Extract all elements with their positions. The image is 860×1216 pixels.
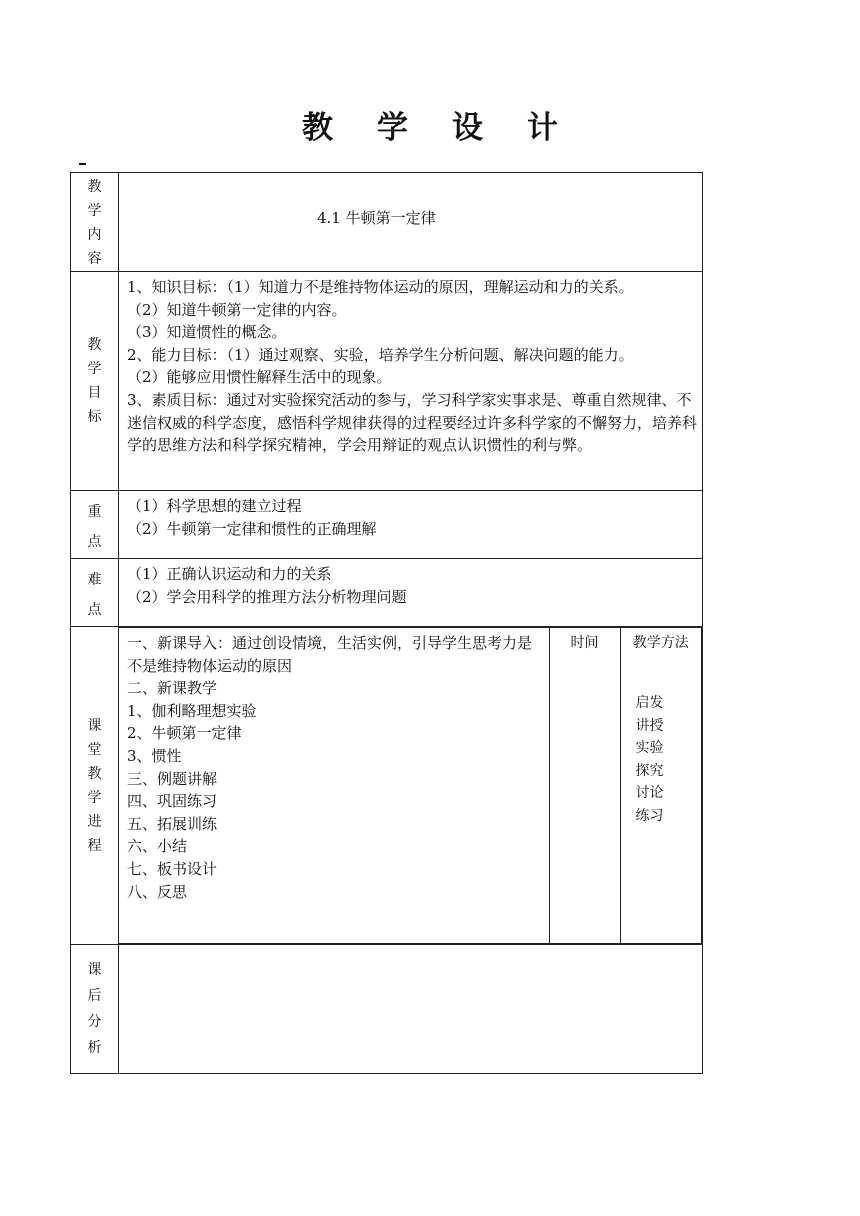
label-char: 学 <box>87 789 102 806</box>
method-item: 练习 <box>635 807 664 824</box>
objective-line: （2）知道牛顿第一定律的内容。 <box>127 300 347 319</box>
row-teaching-content <box>71 173 703 272</box>
difficulties-content <box>119 559 703 627</box>
process-line: 二、新课教学 <box>127 679 218 698</box>
difficulty-line: （1）正确认识运动和力的关系 <box>127 565 332 583</box>
process-line: 七、板书设计 <box>127 859 218 878</box>
label-char: 教 <box>87 765 102 782</box>
label-char: 析 <box>87 1040 102 1056</box>
method-item: 实验 <box>635 740 664 757</box>
row-key-points <box>71 491 703 559</box>
label-char: 后 <box>87 988 102 1004</box>
difficulty-line: （2）学会用科学的推理方法分析物理问题 <box>127 587 407 606</box>
label-teaching-content <box>71 173 119 272</box>
method-item: 讲授 <box>635 717 664 734</box>
process-cell <box>119 627 703 945</box>
time-column <box>549 628 620 944</box>
row-objectives <box>71 272 703 491</box>
label-char: 课 <box>87 717 102 734</box>
label-difficulties <box>71 559 119 627</box>
analysis-content <box>119 945 703 1074</box>
lesson-plan-table <box>70 172 703 1074</box>
label-char: 点 <box>87 602 102 618</box>
process-steps <box>119 628 549 944</box>
process-line: 2、牛顿第一定律 <box>127 724 242 743</box>
process-line: 八、反思 <box>127 882 188 901</box>
document-title: 教学设计 <box>302 110 602 146</box>
objective-line: 3、素质目标：通过对实验探究活动的参与，学习科学家实事求是、尊重自然规律、不迷信权威的科学态度，感悟科学规律获得的过程要经过许多科学家的不懈努力，培养科学的思维方法和科学探究精神，学会用辩证的观点认识惯性的利与弊。 <box>127 390 698 455</box>
objective-line: 2、能力目标：（1）通过观察、实验，培养学生分析问题、解决问题的能力。 <box>127 345 634 364</box>
method-item: 启发 <box>635 695 664 711</box>
process-line: 一、新课导入：通过创设情境，生活实例，引导学生思考力是不是维持物体运动的原因 <box>127 634 533 675</box>
label-char: 程 <box>87 837 102 854</box>
process-line: 1、伽利略理想实验 <box>127 701 257 720</box>
method-column <box>620 628 702 944</box>
methods-list <box>621 692 702 828</box>
method-header: 教学方法 <box>632 635 689 651</box>
key-points-content <box>119 491 703 559</box>
label-char: 分 <box>87 1014 102 1030</box>
objective-line: （3）知道惯性的概念。 <box>127 323 287 342</box>
label-char: 堂 <box>87 741 102 758</box>
process-line: 四、巩固练习 <box>127 792 218 811</box>
row-process <box>71 627 703 945</box>
label-char: 重 <box>87 504 102 520</box>
label-char: 学 <box>87 203 102 219</box>
objective-line: 1、知识目标：（1）知道力不是维持物体运动的原因，理解运动和力的关系。 <box>127 278 634 296</box>
label-char: 内 <box>87 227 102 243</box>
process-line: 五、拓展训练 <box>127 814 218 833</box>
label-char: 教 <box>87 337 102 353</box>
key-point-line: （2）牛顿第一定律和惯性的正确理解 <box>127 519 377 538</box>
stray-dash-mark <box>79 163 86 165</box>
row-analysis <box>71 945 703 1074</box>
label-objectives <box>71 272 119 491</box>
process-line: 3、惯性 <box>127 746 182 765</box>
label-char: 难 <box>87 572 102 588</box>
method-item: 讨论 <box>635 785 664 802</box>
label-char: 容 <box>87 251 102 267</box>
time-header: 时间 <box>570 635 599 651</box>
label-key-points <box>71 491 119 559</box>
process-line: 六、小结 <box>127 837 188 856</box>
label-char: 目 <box>87 385 102 401</box>
teaching-content-value: 4.1 牛顿第一定律 <box>119 173 703 272</box>
process-inner-table <box>119 627 702 944</box>
label-char: 教 <box>87 179 102 195</box>
objectives-content <box>119 272 703 491</box>
method-item: 探究 <box>635 762 664 779</box>
objective-line: （2）能够应用惯性解释生活中的现象。 <box>127 368 392 387</box>
label-process <box>71 627 119 945</box>
label-char: 学 <box>87 361 102 377</box>
label-analysis <box>71 945 119 1074</box>
label-char: 标 <box>87 409 102 425</box>
process-line: 三、例题讲解 <box>127 769 218 788</box>
label-char: 点 <box>87 534 102 550</box>
label-char: 进 <box>87 813 102 830</box>
key-point-line: （1）科学思想的建立过程 <box>127 497 302 515</box>
row-difficulties <box>71 559 703 627</box>
label-char: 课 <box>87 962 102 978</box>
